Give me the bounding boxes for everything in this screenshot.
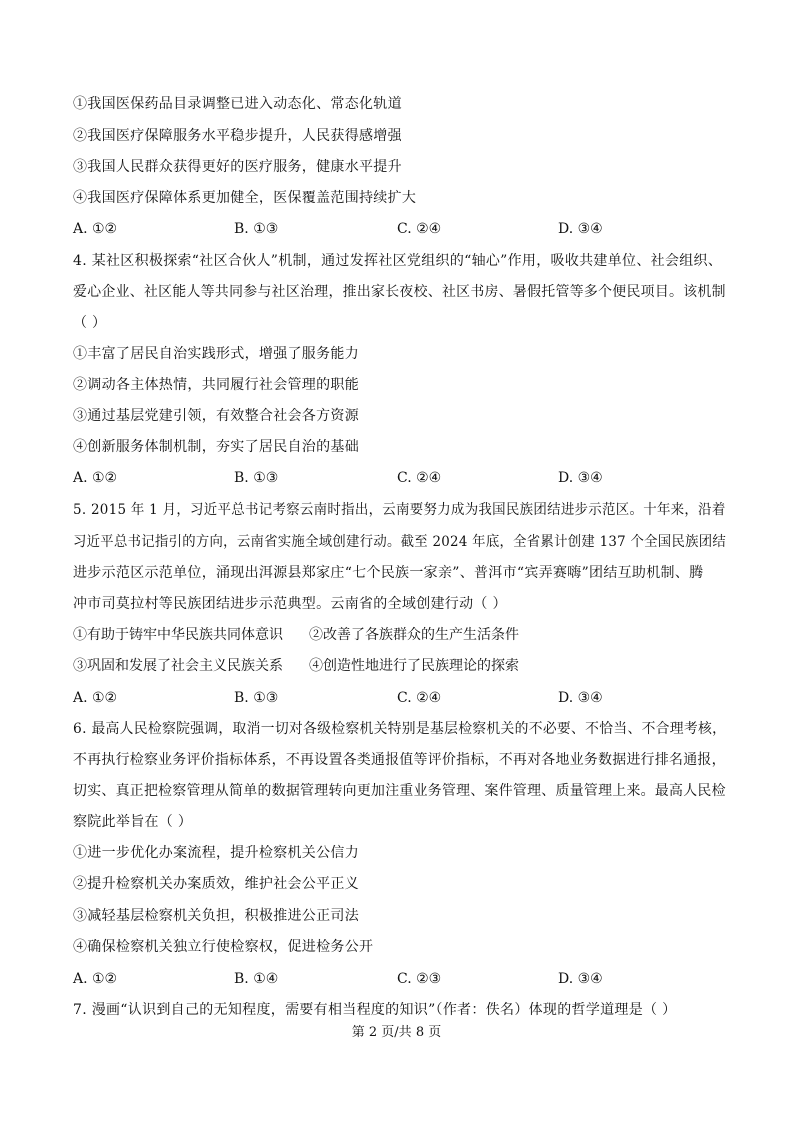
q6-option-b: B. ①④ bbox=[234, 971, 279, 987]
q5-stem-line-1: 5. 2015 年 1 月，习近平总书记考察云南时指出，云南要努力成为我国民族团结进步示范区。十年来，沿着 bbox=[73, 502, 726, 518]
q5-option-a: A. ①② bbox=[73, 690, 118, 706]
q5-stem-line-2: 习近平总书记指引的方向，云南省实施全域创建行动。截至 2024 年底，全省累计创建 137 个全国民族团结 bbox=[73, 534, 727, 550]
q6-item-2: ②提升检察机关办案质效，维护社会公平正义 bbox=[73, 876, 359, 892]
q5-item-4: ④创造性地进行了民族理论的探索 bbox=[309, 658, 519, 674]
q6-option-d: D. ③④ bbox=[558, 971, 603, 987]
page-number-footer: 第 2 页/共 8 页 bbox=[351, 1025, 442, 1040]
q5-item-1: ①有助于铸牢中华民族共同体意识 bbox=[73, 627, 283, 643]
q3-item-2: ②我国医疗保障服务水平稳步提升，人民获得感增强 bbox=[73, 128, 402, 144]
q3-item-4: ④我国医疗保障体系更加健全，医保覆盖范围持续扩大 bbox=[73, 190, 417, 206]
q5-option-c: C. ②④ bbox=[397, 690, 442, 706]
q4-option-a: A. ①② bbox=[73, 470, 118, 486]
q6-stem-line-4: 察院此举旨在（ ） bbox=[73, 814, 193, 830]
q3-item-1: ①我国医保药品目录调整已进入动态化、常态化轨道 bbox=[73, 96, 402, 112]
q6-option-a: A. ①② bbox=[73, 971, 118, 987]
q6-item-3: ③减轻基层检察机关负担，积极推进公正司法 bbox=[73, 908, 359, 924]
q5-stem-line-3: 进步示范区示范单位，涌现出洱源县郑家庄“七个民族一家亲”、普洱市“宾弄赛嗨”团结互助机制、腾 bbox=[73, 565, 704, 581]
q4-stem-line-3: （ ） bbox=[73, 315, 107, 331]
q6-option-c: C. ②③ bbox=[397, 971, 442, 987]
q4-item-1: ①丰富了居民自治实践形式，增强了服务能力 bbox=[73, 346, 359, 362]
q6-stem-line-3: 切实、真正把检察管理从简单的数据管理转向更加注重业务管理、案件管理、质量管理上来。最高人民检 bbox=[73, 783, 726, 799]
q4-item-4: ④创新服务体制机制，夯实了居民自治的基础 bbox=[73, 439, 359, 455]
q5-item-3: ③巩固和发展了社会主义民族关系 bbox=[73, 658, 283, 674]
q4-item-2: ②调动各主体热情，共同履行社会管理的职能 bbox=[73, 377, 359, 393]
q5-stem-line-4: 冲市司莫拉村等民族团结进步示范典型。云南省的全域创建行动（ ） bbox=[73, 596, 507, 612]
q6-item-4: ④确保检察机关独立行使检察权，促进检务公开 bbox=[73, 939, 374, 955]
q4-item-3: ③通过基层党建引领，有效整合社会各方资源 bbox=[73, 408, 359, 424]
q5-option-b: B. ①③ bbox=[234, 690, 279, 706]
q5-item-2: ②改善了各族群众的生产生活条件 bbox=[309, 627, 519, 643]
q4-stem-line-2: 爱心企业、社区能人等共同参与社区治理，推出家长夜校、社区书房、暑假托管等多个便民项目。该机制 bbox=[73, 284, 726, 300]
q3-option-d: D. ③④ bbox=[558, 221, 603, 237]
q6-item-1: ①进一步优化办案流程，提升检察机关公信力 bbox=[73, 845, 359, 861]
q3-item-3: ③我国人民群众获得更好的医疗服务，健康水平提升 bbox=[73, 159, 402, 175]
q4-option-b: B. ①③ bbox=[234, 470, 279, 486]
q4-option-c: C. ②④ bbox=[397, 470, 442, 486]
q5-option-d: D. ③④ bbox=[558, 690, 603, 706]
q3-option-b: B. ①③ bbox=[234, 221, 279, 237]
q6-stem-line-1: 6. 最高人民检察院强调，取消一切对各级检察机关特别是基层检察机关的不必要、不恰当、不合理考核， bbox=[73, 721, 727, 737]
q4-stem-line-1: 4. 某社区积极探索“社区合伙人”机制，通过发挥社区党组织的“轴心”作用，吸收共建单位、社会组织、 bbox=[73, 253, 723, 269]
q6-stem-line-2: 不再执行检察业务评价指标体系，不再设置各类通报值等评价指标，不再对各地业务数据进行排名通报， bbox=[73, 752, 726, 768]
q3-option-a: A. ①② bbox=[73, 221, 118, 237]
q7-stem-line-1: 7. 漫画“认识到自己的无知程度，需要有相当程度的知识”（作者：佚名）体现的哲学道理是（ ） bbox=[73, 1002, 677, 1018]
q3-option-c: C. ②④ bbox=[397, 221, 442, 237]
q4-option-d: D. ③④ bbox=[558, 470, 603, 486]
